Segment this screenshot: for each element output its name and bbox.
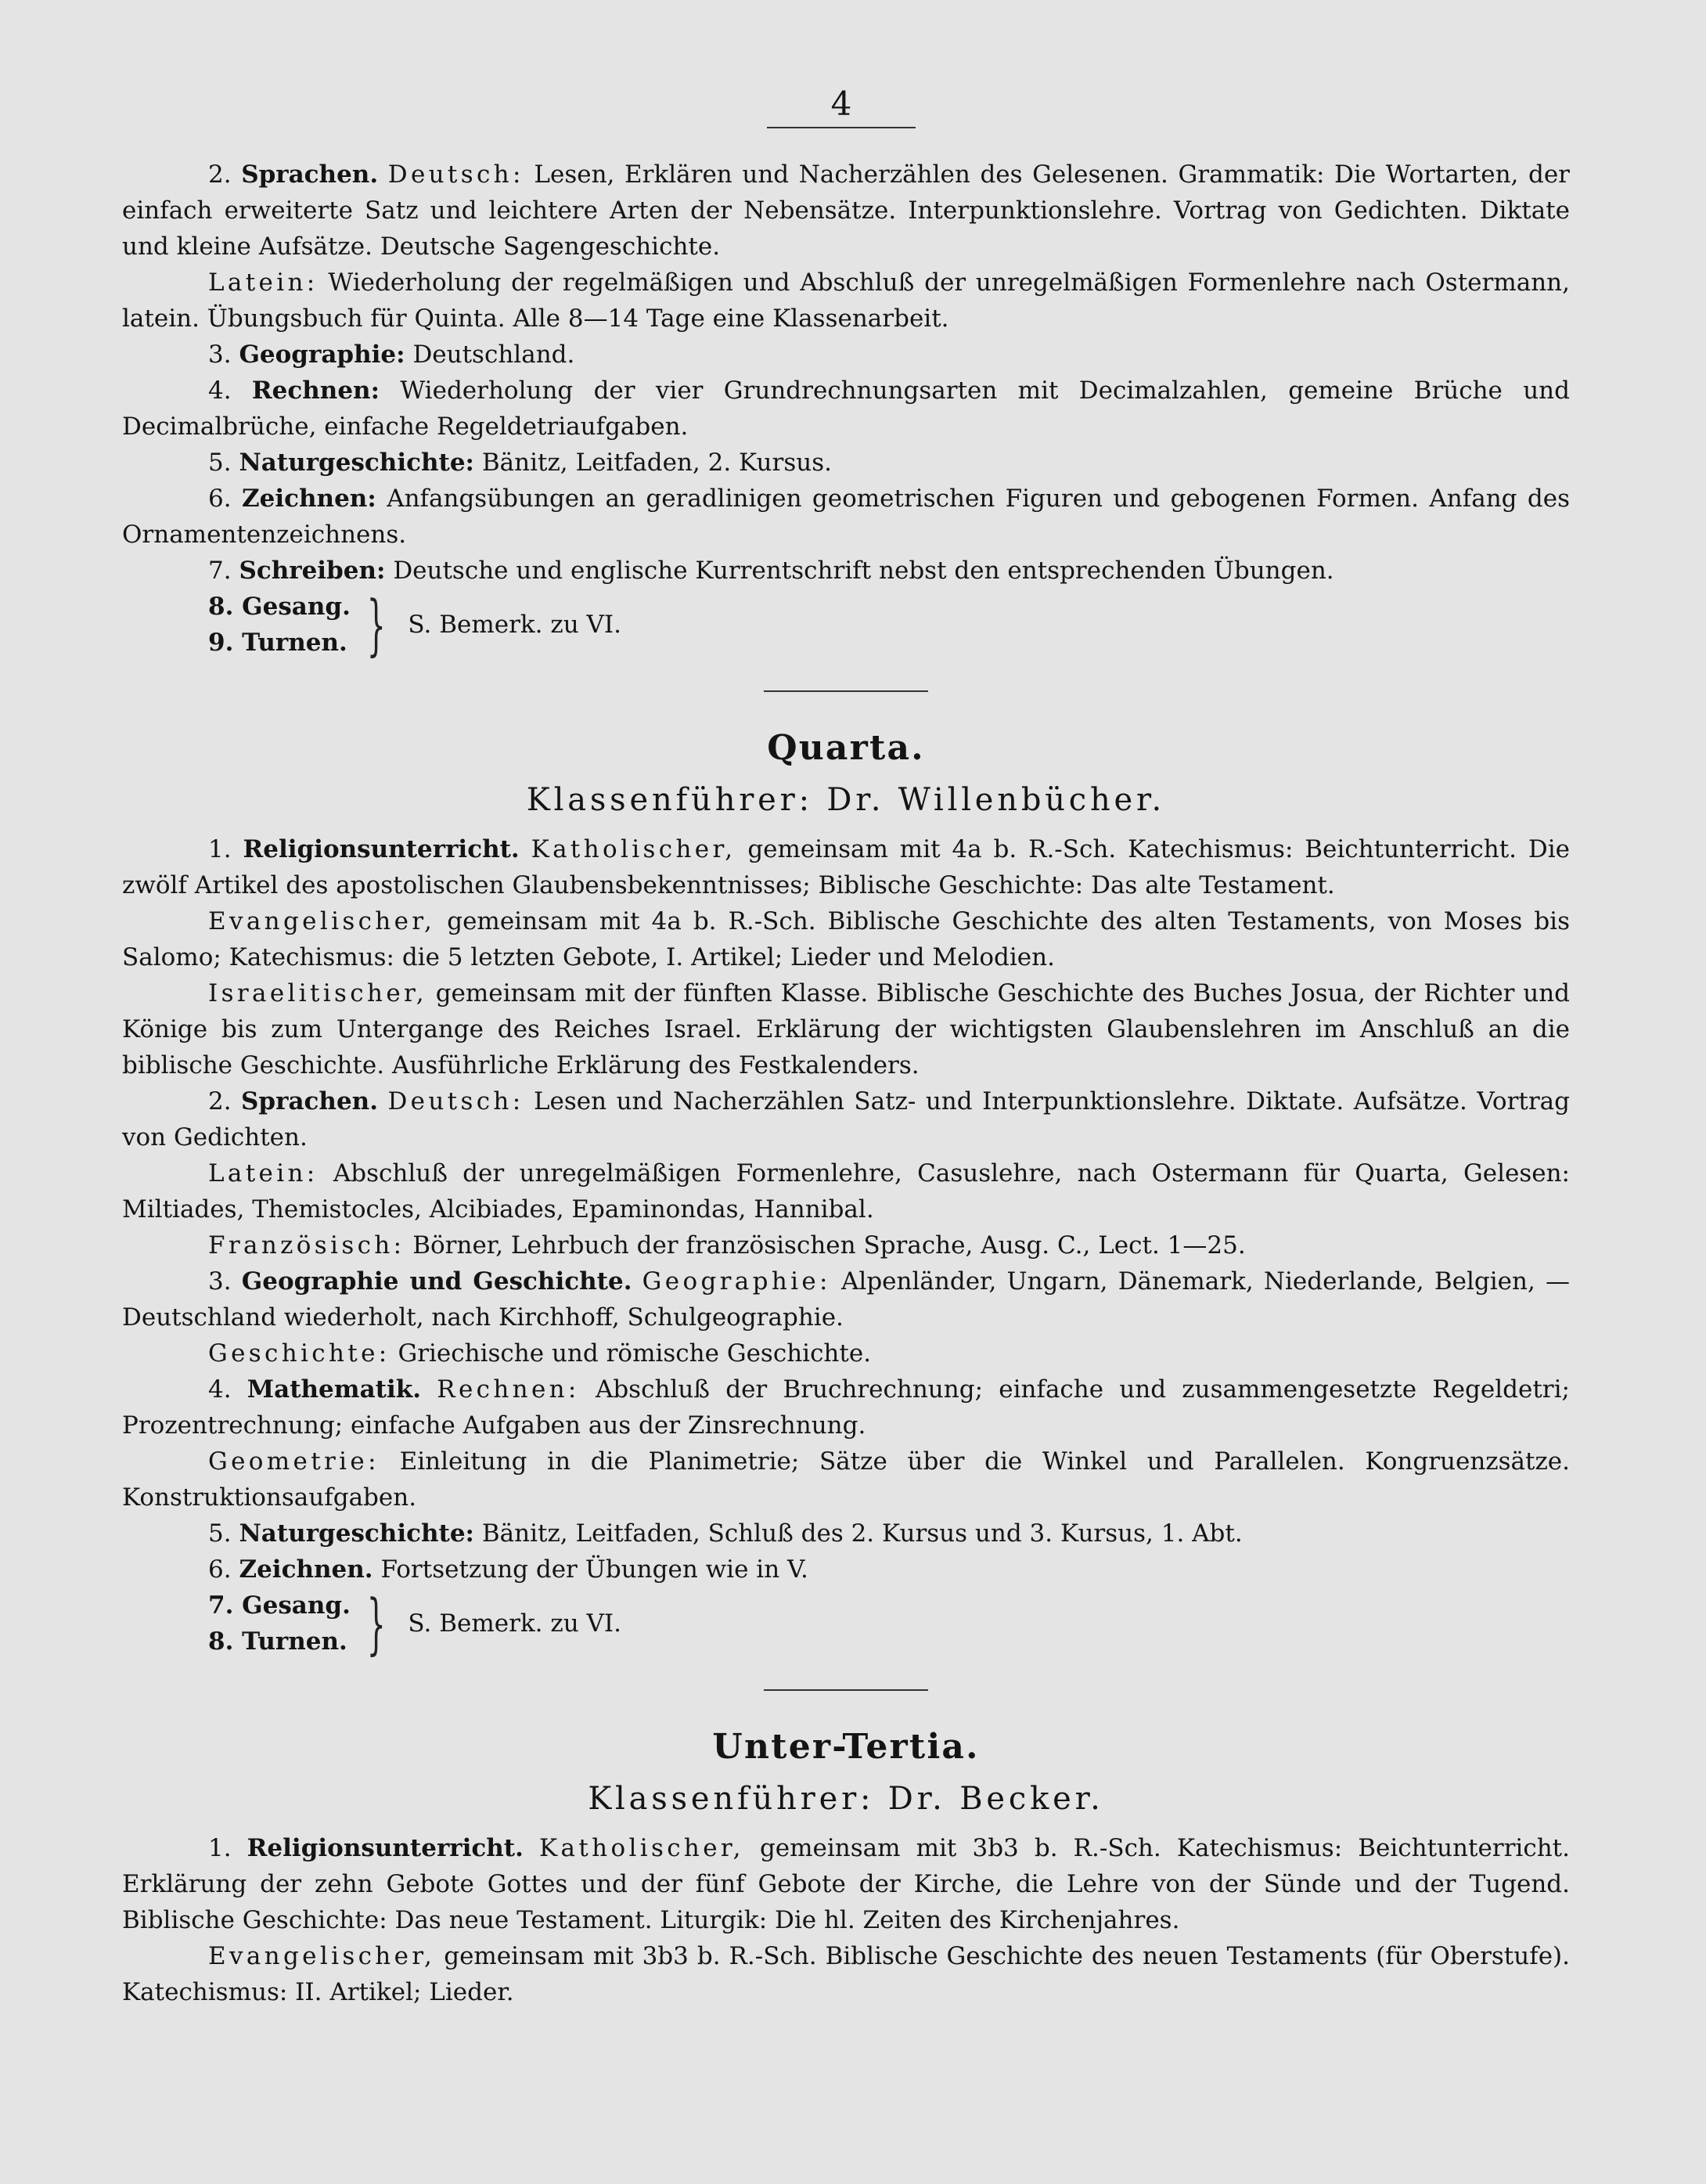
subject-label: Geographie und Geschichte. <box>241 1267 632 1296</box>
paragraph-text: gemeinsam mit 3b3 b. R.-Sch. Biblische Geschichte des neuen Testaments (für Oberstufe). Katechismus: II. Artikel; Lieder. <box>122 1942 1570 2006</box>
paragraph-text: Bänitz, Leitfaden, Schluß des 2. Kursus und 3. Kursus, 1. Abt. <box>481 1519 1243 1548</box>
paragraph <box>122 1938 1570 2010</box>
subsection-label: Geometrie: <box>208 1447 380 1476</box>
item-number: 4. <box>208 1375 247 1404</box>
item-number: 7. <box>208 557 239 585</box>
paragraph <box>122 157 1570 265</box>
brace-symbol: } <box>366 1585 386 1662</box>
paragraph <box>122 553 1570 589</box>
subsection-label: Geschichte: <box>208 1339 391 1368</box>
subsection-label: Geographie: <box>642 1267 831 1296</box>
item-number: 1. <box>208 1834 247 1862</box>
class-teacher-untertertia: Klassenführer: Dr. Becker. <box>588 1781 1104 1817</box>
paragraph-text: gemeinsam mit 4a b. R.-Sch. Biblische Geschichte des alten Testaments, von Moses bis Salomo; Katechismus: die 5 letzten Gebote, I. Artikel; Lieder und Melodien. <box>122 907 1570 971</box>
subject-label: Mathematik. <box>247 1375 422 1404</box>
item-number: 5. <box>208 449 239 477</box>
subsection-label: Katholischer, <box>539 1834 744 1862</box>
paragraph-text: Abschluß der unregelmäßigen Formenlehre, Casuslehre, nach Ostermann für Quarta, Gelesen: Miltiades, Themistocles, Alcibiades, Epaminondas, Hannibal. <box>122 1159 1570 1224</box>
section-quarta <box>122 831 1570 1588</box>
paragraph <box>122 373 1570 445</box>
section-title-untertertia: Unter-Tertia. <box>712 1727 980 1767</box>
paragraph-text: Wiederholung der vier Grundrechnungsarten mit Decimalzahlen, gemeine Brüche und Decimalbrüche, einfache Regeldetriaufgaben. <box>122 377 1570 441</box>
subject-label: Naturgeschichte: <box>239 449 474 477</box>
paragraph-text: gemeinsam mit 4a b. R.-Sch. Katechismus: Beichtunterricht. Die zwölf Artikel des apostolischen Glaubensbekenntnisses; Biblische Geschichte: Das alte Testament. <box>122 835 1571 899</box>
brace-note: S. Bemerk. zu VI. <box>408 1609 622 1638</box>
paragraph-text: Bänitz, Leitfaden, 2. Kursus. <box>481 449 832 477</box>
item-number: 3. <box>208 341 239 369</box>
subject-label: Sprachen. <box>241 1087 378 1115</box>
section-untertertia <box>122 1830 1570 2010</box>
brace-symbol: } <box>366 586 386 663</box>
paragraph <box>122 265 1570 337</box>
paragraph-text: Börner, Lehrbuch der französischen Sprache, Ausg. C., Lect. 1—25. <box>412 1231 1246 1260</box>
paragraph <box>122 1227 1570 1263</box>
subsection-label: Deutsch: <box>387 1087 524 1115</box>
subject-label: Zeichnen. <box>239 1555 373 1584</box>
paragraph-text: gemeinsam mit 3b3 b. R.-Sch. Katechismus: Beichtunterricht. Erklärung der zehn Gebote Gottes und der fünf Gebote der Kirche, die Lehre von der Sünde und der Tugend. Biblische Geschichte: Das neue Testament. Liturgik: Die hl. Zeiten des Kirchenjahres. <box>122 1834 1570 1934</box>
section-divider <box>764 1689 928 1691</box>
page-number: 4 <box>830 85 852 123</box>
paragraph <box>122 1830 1570 1938</box>
brace-item: 9. Turnen. <box>208 629 347 657</box>
paragraph-text: Deutsche und englische Kurrentschrift nebst den entsprechenden Übungen. <box>393 557 1334 585</box>
paragraph <box>122 1515 1570 1552</box>
paragraph-text: Abschluß der Bruchrechnung; einfache und zusammengesetzte Regeldetri; Prozentrechnung; einfache Aufgaben aus der Zinsrechnung. <box>122 1375 1570 1440</box>
paragraph <box>122 975 1570 1083</box>
paragraph <box>122 1443 1570 1515</box>
brace-item: 8. Gesang. <box>208 593 351 621</box>
paragraph-text: Einleitung in die Planimetrie; Sätze über die Winkel und Parallelen. Kongruenzsätze. Konstruktionsaufgaben. <box>122 1447 1571 1512</box>
item-number: 3. <box>208 1267 242 1296</box>
item-number: 2. <box>208 160 242 189</box>
document-body <box>122 157 1570 2010</box>
subject-label: Rechnen: <box>251 377 380 405</box>
subsection-label: Latein: <box>208 1159 319 1188</box>
brace-item: 8. Turnen. <box>208 1627 347 1656</box>
subsection-label: Latein: <box>208 268 319 297</box>
class-teacher-quarta: Klassenführer: Dr. Willenbücher. <box>526 782 1166 818</box>
paragraph-text: Lesen, Erklären und Nacherzählen des Gelesenen. Grammatik: Die Wortarten, der einfach erweiterte Satz und leichtere Arten der Nebensätze. Interpunktionslehre. Vortrag von Gedichten. Diktate und kleine Aufsätze. Deutsche Sagengeschichte. <box>122 160 1570 261</box>
subject-label: Sprachen. <box>241 160 379 189</box>
subject-label: Zeichnen: <box>241 485 376 513</box>
paragraph <box>122 1083 1570 1155</box>
section-title-quarta: Quarta. <box>767 728 925 768</box>
subsection-label: Katholischer, <box>531 835 736 863</box>
paragraph <box>122 1155 1570 1227</box>
subsection-label: Evangelischer, <box>208 907 436 935</box>
paragraph <box>122 1552 1570 1588</box>
paragraph <box>122 1371 1570 1443</box>
subsection-label: Israelitischer, <box>208 979 427 1007</box>
paragraph-text: Fortsetzung der Übungen wie in V. <box>380 1555 808 1584</box>
paragraph <box>122 831 1570 903</box>
subsection-label: Rechnen: <box>437 1375 580 1404</box>
item-number: 4. <box>208 377 252 405</box>
paragraph-text: Deutschland. <box>412 341 575 369</box>
paragraph-text: Lesen und Nacherzählen Satz- und Interpunktionslehre. Diktate. Aufsätze. Vortrag von Gedichten. <box>122 1087 1570 1151</box>
subsection-label: Deutsch: <box>387 160 524 189</box>
paragraph <box>122 1335 1570 1371</box>
paragraph-text: Griechische und römische Geschichte. <box>398 1339 872 1368</box>
section-divider <box>764 690 928 692</box>
brace-group-quarta <box>122 1585 1570 1662</box>
paragraph <box>122 1263 1570 1335</box>
subject-label: Religionsunterricht. <box>247 1834 524 1862</box>
paragraph <box>122 481 1570 553</box>
brace-note: S. Bemerk. zu VI. <box>408 611 622 639</box>
brace-item: 7. Gesang. <box>208 1591 351 1620</box>
paragraph <box>122 903 1570 975</box>
item-number: 1. <box>208 835 243 863</box>
brace-group-top <box>122 586 1570 663</box>
item-number: 6. <box>208 1555 239 1584</box>
subject-label: Religionsunterricht. <box>243 835 520 863</box>
subject-label: Naturgeschichte: <box>239 1519 474 1548</box>
item-number: 6. <box>208 485 242 513</box>
section-quinta-continued <box>122 157 1570 589</box>
paragraph <box>122 337 1570 373</box>
subject-label: Geographie: <box>239 341 405 369</box>
paragraph-text: Anfangsübungen an geradlinigen geometrischen Figuren und gebogenen Formen. Anfang des Ornamentenzeichnens. <box>122 485 1571 549</box>
paragraph <box>122 445 1570 481</box>
subsection-label: Evangelischer, <box>208 1942 436 1970</box>
page-number-rule <box>767 127 916 128</box>
item-number: 2. <box>208 1087 242 1115</box>
paragraph-text: gemeinsam mit der fünften Klasse. Biblische Geschichte des Buches Josua, der Richter und Könige bis zum Untergange des Reiches Israel. Erklärung der wichtigsten Glaubenslehren im Anschluß an die biblische Geschichte. Ausführliche Erklärung des Festkalenders. <box>122 979 1570 1079</box>
paragraph-text: Alpenländer, Ungarn, Dänemark, Niederlande, Belgien, — Deutschland wiederholt, nach Kirchhoff, Schulgeographie. <box>122 1267 1570 1332</box>
item-number: 5. <box>208 1519 239 1548</box>
paragraph-text: Wiederholung der regelmäßigen und Abschluß der unregelmäßigen Formenlehre nach Ostermann, latein. Übungsbuch für Quinta. Alle 8—14 Tage eine Klassenarbeit. <box>122 268 1570 333</box>
subject-label: Schreiben: <box>239 557 386 585</box>
subsection-label: Französisch: <box>208 1231 405 1260</box>
